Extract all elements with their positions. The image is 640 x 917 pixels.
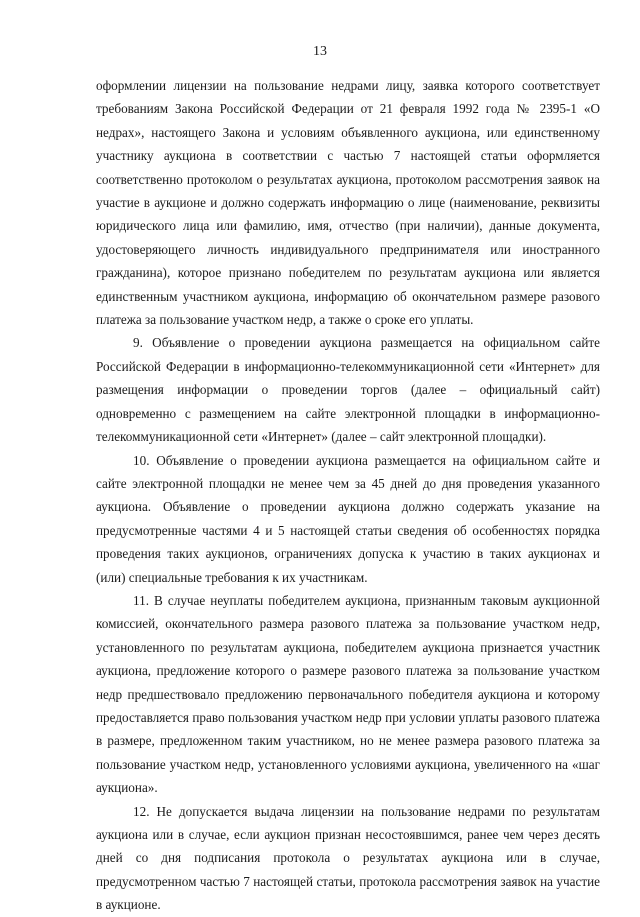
paragraph-continuation: оформлении лицензии на пользование недрами лицу, заявка которого соответствует требованиям Закона Российской Федерации от 21 февраля 1992 года № 2395-1 «О недрах», настоящего Закона и условиям объявленного аукциона, или единственному участнику аукциона в соответствии с частью 7 настоящей статьи оформляется соответственно протоколом о результатах аукциона, протоколом рассмотрения заявок на участие в аукционе и должно содержать информацию о лице (наименование, реквизиты юридического лица или фамилию, имя, отчество (при наличии), данные документа, удостоверяющего личность индивидуального предпринимателя или иностранного гражданина), которое признано победителем по результатам аукциона или является единственным участником аукциона, информацию об окончательном размере разового платежа за пользование участком недр, а также о сроке его уплаты.	[96, 78, 600, 328]
paragraph-12: 12. Не допускается выдача лицензии на пользование недрами по результатам аукциона или в случае, если аукцион признан несостоявшимся, ранее чем через десять дней со дня подписания протокола о результатах аукциона или в случае, предусмотренном частью 7 настоящей статьи, протокола рассмотрения заявок на участие в аукционе.	[96, 803, 600, 913]
paragraph-10: 10. Объявление о проведении аукциона размещается на официальном сайте и сайте электронной площадки не менее чем за 45 дней до дня проведения указанного аукциона. Объявление о проведении аукциона должно содержать указание на предусмотренные частями 4 и 5 настоящей статьи сведения об особенностях порядка проведения таких аукционов, ограничениях допуска к участию в таких аукционах и (или) специальные требования к их участникам.	[96, 452, 600, 585]
page-number: 13	[313, 44, 327, 59]
paragraph-11: 11. В случае неуплаты победителем аукциона, признанным таковым аукционной комиссией, окончательного размера разового платежа за пользование участком недр, установленного по результатам аукциона, победителем аукциона признается участник аукциона, предложение которого о размере разового платежа за пользование участком недр предшествовало предложению первоначального победителя аукциона и которому предоставляется право пользования участком недр при условии уплаты разового платежа в размере, предложенном таким участником, но не менее размера разового платежа за пользование участком недр, установленного условиями аукциона, увеличенного на «шаг аукциона».	[96, 592, 600, 796]
document-body	[96, 74, 600, 917]
paragraph-9: 9. Объявление о проведении аукциона размещается на официальном сайте Российской Федерации в информационно-телекоммуникационной сети «Интернет» для размещения информации о проведении торгов (далее – официальный сайт) одновременно с размещением на сайте электронной площадки в информационно-телекоммуникационной сети «Интернет» (далее – сайт электронной площадки).	[96, 335, 600, 445]
